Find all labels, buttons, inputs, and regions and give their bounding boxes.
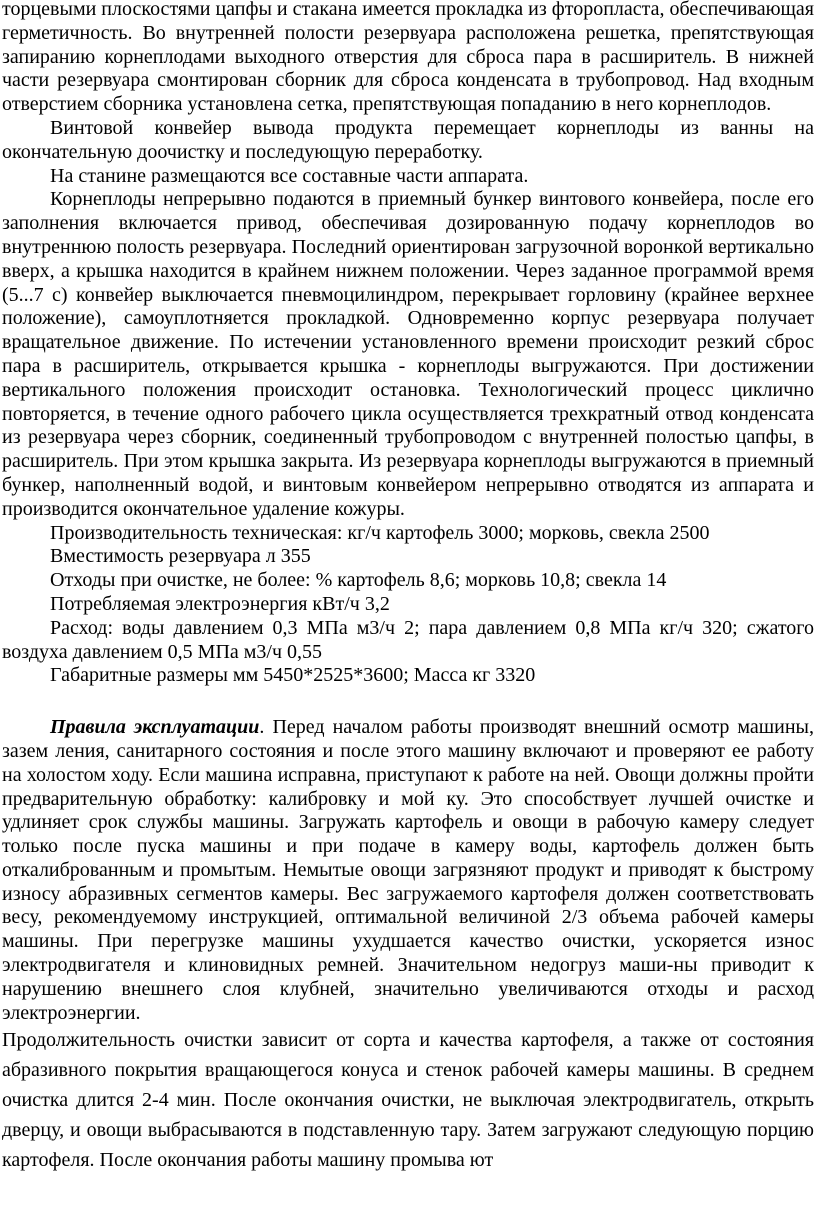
paragraph-reservoir-seal: торцевыми плоскостями цапфы и стакана имеется прокладка из фторопласта, обеспечивающая герметичность. Во внутренней полости резервуара расположена решетка, препятствующая запиранию корнеплодами выходного отверстия для сброса пара в расширитель. В нижней части резервуара смонтирован сборник для сброса конденсата в трубопровод. Над входным отверстием сборника установлена сетка, препятствующая попаданию в него корнеплодов. <box>2 0 814 116</box>
paragraph-operating-rules <box>2 716 814 1025</box>
operating-rules-heading: Правила эксплуатации <box>50 716 260 739</box>
paragraph-screw-conveyor: Винтовой конвейер вывода продукта перемещает корнеплоды из ванны на окончательную доочистку и последующую переработку. <box>2 116 814 163</box>
spec-dimensions-mass: Габаритные размеры мм 5450*2525*3600; Масса кг 3320 <box>50 664 536 687</box>
operating-rules-body: Перед началом работы производят внешний осмотр машины, зазем ления, санитарного состояния и после этого машину включают и проверяют ее работу на холостом ходу. Если машина исправна, приступают к работе на ней. Овощи должны пройти предварительную обработку: калибровку и мой ку. Это способствует лучшей очистке и удлиняет срок службы машины. Загружать картофель и овощи в рабочую камеру следует только после пуска машины и при подаче в камеру воды, картофель должен быть откалиброванным и промытым. Немытые овощи загрязняют продукт и приводят к быстрому износу абразивных сегментов камеры. Вес загружаемого картофеля должен соответствовать весу, рекомендуемому инструкцией, оптимальной величиной 2/3 объема рабочей камеры машины. При перегрузке машины ухудшается качество очистки, ускоряется износ электродвигателя и клиновидных ремней. Значительном недогруз маши-ны приводит к нарушению внешнего слоя клубней, значительно увеличиваются отходы и расход электроэнергии. <box>2 716 814 1024</box>
specifications-list <box>2 522 814 689</box>
spec-productivity: Производительность техническая: кг/ч картофель 3000; морковь, свекла 2500 <box>50 521 710 544</box>
spec-power: Потребляемая электроэнергия кВт/ч 3,2 <box>50 592 390 615</box>
operating-rules-heading-period: . <box>259 716 265 739</box>
spec-consumption: Расход: воды давлением 0,3 МПа м3/ч 2; пара давлением 0,8 МПа кг/ч 320; сжатого воздуха давлением 0,5 МПа м3/ч 0,55 <box>2 616 814 663</box>
paragraph-frame: На станине размещаются все составные части аппарата. <box>50 164 529 187</box>
spec-capacity: Вместимость резервуара л 355 <box>50 545 311 568</box>
paragraph-cleaning-duration: Продолжительность очистки зависит от сорта и качества картофеля, а также от состояния абразивного покрытия вращающегося конуса и стенок рабочей камеры машины. В среднем очистка длится 2-4 мин. После окончания очистки, не выключая электродвигатель, открыть дверцу, и овощи выбрасываются в подставленную тару. Затем загружают следующую порцию картофеля. После окончания работы машину промыва ют <box>2 1029 814 1172</box>
section-spacer <box>2 688 814 716</box>
spec-waste: Отходы при очистке, не более: % картофель 8,6; морковь 10,8; свекла 14 <box>50 569 667 592</box>
paragraph-process-description: Корнеплоды непрерывно подаются в приемный бункер винтового конвейера, после его заполнения включается привод, обеспечивая дозированную подачу корнеплодов во внутреннюю полость резервуара. Последний ориентирован загрузочной воронкой вертикально вверх, а крышка находится в крайнем нижнем положении. Через заданное программой время (5...7 с) конвейер выключается пневмоцилиндром, перекрывает горловину (крайнее верхнее положение), самоуплотняется прокладкой. Одновременно корпус резервуара получает вращательное движение. По истечении установленного времени происходит резкий сброс пара в расширитель, открывается крышка - корнеплоды выгружаются. При достижении вертикального положения происходит остановка. Технологический процесс циклично повторяется, в течение одного рабочего цикла осуществляется трехкратный отвод конденсата из резервуара через сборник, соединенный трубопроводом с внутренней полостью цапфы, в расширитель. При этом крышка закрыта. Из резервуара корнеплоды выгружаются в приемный бункер, наполненный водой, и винтовым конвейером непрерывно отводятся из аппарата и производится окончательное удаление кожуры. <box>2 188 814 520</box>
